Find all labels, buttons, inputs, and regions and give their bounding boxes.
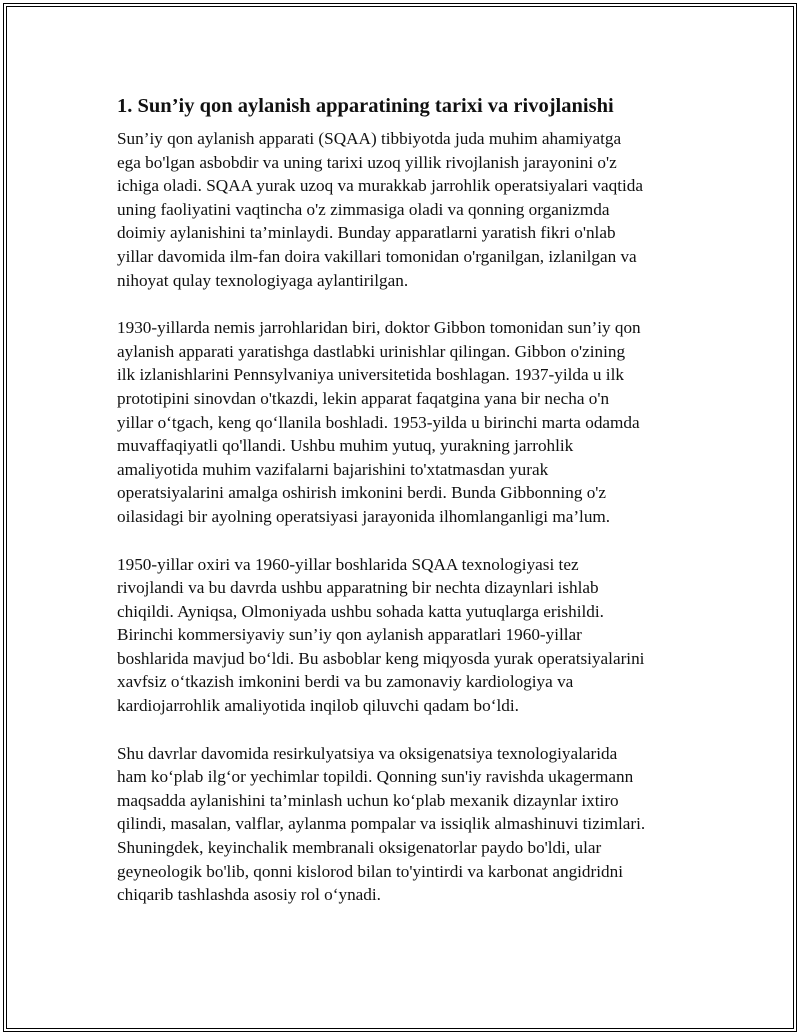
text-line: ilk izlanishlarini Pennsylvaniya universitetida boshlagan. 1937-yilda u ilk — [117, 365, 624, 385]
text-line: amaliyotida muhim vazifalarni bajarishini to'xtatmasdan yurak — [117, 459, 549, 479]
text-line: oilasidagi bir ayolning operatsiyasi jarayonida ilhomlanganligi ma’lum. — [117, 506, 611, 526]
text-line: xavfsiz o‘tkazish imkonini berdi va bu zamonaviy kardiologiya va — [117, 672, 574, 692]
text-line: ichiga oladi. SQAA yurak uzoq va murakkab jarrohlik operatsiyalari vaqtida — [117, 176, 643, 196]
text-line: uning faoliyatini vaqtincha o'z zimmasiga oladi va qonning organizmda — [117, 199, 610, 219]
text-line: nihoyat qulay texnologiyaga aylantirilgan. — [117, 270, 409, 290]
text-line: chiqarib tashlashda asosiy rol o‘ynadi. — [117, 885, 381, 905]
text-line: kardiojarrohlik amaliyotida inqilob qiluvchi qadam bo‘ldi. — [117, 696, 519, 716]
text-line: 1950-yillar oxiri va 1960-yillar boshlarida SQAA texnologiyasi tez — [117, 554, 579, 574]
text-line: qilindi, masalan, valflar, aylanma pompalar va issiqlik almashinuvi tizimlari. — [117, 814, 646, 834]
text-line: yillar davomida ilm-fan doira vakillari tomonidan o'rganilgan, izlanilgan va — [117, 246, 637, 266]
paragraph-4 — [117, 742, 692, 907]
text-line: prototipini sinovdan o'tkazdi, lekin apparat faqatgina yana bir necha o'n — [117, 388, 610, 408]
text-line: operatsiyalarini amalga oshirish imkonini berdi. Bunda Gibbonning o'z — [117, 483, 607, 503]
paragraph-2 — [117, 316, 692, 528]
section-heading: 1. Sun’iy qon aylanish apparatining tarixi va rivojlanishi — [117, 95, 614, 117]
text-line: rivojlandi va bu davrda ushbu apparatning bir nechta dizaynlari ishlab — [117, 578, 599, 598]
document-body — [117, 92, 692, 931]
paragraph-1 — [117, 127, 692, 292]
text-line: Sun’iy qon aylanish apparati (SQAA) tibbiyotda juda muhim ahamiyatga — [117, 129, 622, 148]
text-line: Birinchi kommersiyaviy sun’iy qon aylanish apparatlari 1960-yillar — [117, 625, 582, 645]
text-line: muvaffaqiyatli qo'llandi. Ushbu muhim yutuq, yurakning jarrohlik — [117, 436, 574, 456]
text-line: Shuningdek, keyinchalik membranali oksigenatorlar paydo bo'ldi, ular — [117, 838, 602, 858]
paragraph-3 — [117, 553, 692, 718]
text-line: Shu davrlar davomida resirkulyatsiya va oksigenatsiya texnologiyalarida — [117, 743, 618, 763]
text-line: yillar o‘tgach, keng qo‘llanila boshladi. 1953-yilda u birinchi marta odamda — [117, 412, 640, 432]
text-line: doimiy aylanishini ta’minlaydi. Bunday apparatlarni yaratish fikri o'nlab — [117, 223, 616, 243]
text-line: geyneologik bo'lib, qonni kislorod bilan to'yintirdi va karbonat angidridni — [117, 861, 623, 881]
text-line: ega bo'lgan asbobdir va uning tarixi uzoq yillik rivojlanish jarayonini o'z — [117, 152, 617, 172]
text-line: 1930-yillarda nemis jarrohlaridan biri, doktor Gibbon tomonidan sun’iy qon — [117, 318, 641, 338]
text-line: chiqildi. Ayniqsa, Olmoniyada ushbu sohada katta yutuqlarga erishildi. — [117, 601, 604, 621]
text-line: boshlarida mavjud bo‘ldi. Bu asboblar keng miqyosda yurak operatsiyalarini — [117, 648, 645, 668]
text-line: maqsadda aylanishini ta’minlash uchun ko‘plab mexanik dizaynlar ixtiro — [117, 790, 619, 810]
text-line: aylanish apparati yaratishga dastlabki urinishlar qilingan. Gibbon o'zining — [117, 341, 626, 361]
text-line: ham ko‘plab ilg‘or yechimlar topildi. Qonning sun'iy ravishda ukagermann — [117, 767, 634, 787]
